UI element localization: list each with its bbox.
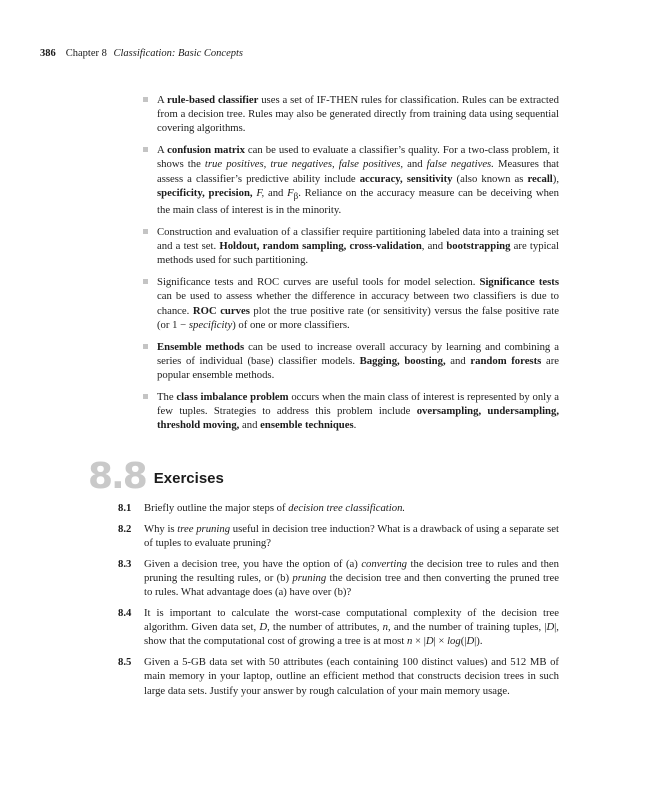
bullet-square-icon (143, 344, 148, 349)
chapter-title: Classification: Basic Concepts (113, 48, 243, 59)
text-run: oversampling, undersampling, threshold moving, (157, 404, 559, 432)
bullet-square-icon (143, 229, 148, 234)
text-run: Significance tests (479, 276, 560, 289)
text-run: D (466, 635, 475, 648)
text-run: ensemble techniques (260, 419, 354, 432)
text-run: Briefly outline the major steps of (144, 502, 289, 514)
text-run: Significance tests and ROC curves are useful tools for model selection. (157, 276, 480, 289)
exercise-item (118, 606, 559, 649)
section-number: 8.8 (88, 456, 146, 497)
text-run: n (406, 635, 413, 648)
text-run: . (353, 419, 357, 432)
text-run: can be used to evaluate a classifier’s quality. For a two-class problem, it shows the (157, 144, 559, 171)
summary-bullet-list (143, 93, 559, 440)
text-run: decision tree classification. (288, 502, 406, 514)
text-run: (| (460, 635, 467, 648)
text-run: The (157, 390, 177, 403)
summary-bullet (143, 275, 559, 332)
text-run: are popular ensemble methods. (157, 354, 559, 381)
text-run: It is important to calculate the worst-case computational complexity of the decision tree algorithm. Given data set, (144, 607, 559, 634)
text-run: uses a set of IF-THEN rules for classification. Rules can be extracted from a decision tree. Rules may also be generated directly from training data using sequential covering algorithms. (157, 94, 559, 135)
text-run: Construction and evaluation of a classifier require partitioning labeled data into a training set and a test set. (157, 225, 559, 253)
text-run: F, (256, 186, 265, 199)
text-run: Given a decision tree, you have the option of (a) (144, 557, 362, 570)
text-run: β (293, 190, 299, 201)
text-run: , and (421, 240, 447, 253)
exercise-number: 8.4 (118, 607, 132, 619)
text-run: Ensemble methods (157, 340, 245, 353)
page-number: 386 (40, 48, 56, 59)
text-run: converting (361, 557, 408, 570)
text-run: occurs when the main class of interest is represented by only a few tuples. Strategies to address this problem include (157, 390, 559, 417)
text-run: F (287, 186, 294, 199)
text-run: and (264, 186, 288, 199)
exercise-number: 8.3 (118, 557, 132, 570)
bullet-square-icon (143, 394, 148, 399)
text-run: and (239, 419, 261, 432)
summary-bullet (143, 390, 559, 433)
text-run: class imbalance problem (176, 390, 289, 403)
bullet-square-icon (143, 147, 148, 152)
chapter-label: Chapter 8 (65, 48, 107, 59)
text-run: and (403, 158, 427, 171)
exercise-item (118, 522, 559, 550)
text-run: n (382, 621, 388, 634)
text-run: random forests (470, 354, 542, 367)
exercise-number: 8.5 (118, 656, 132, 669)
text-run: the decision tree and then converting the pruned tree to rules. What advantage does (a) have over (b)? (144, 572, 559, 599)
summary-bullet (143, 93, 559, 136)
text-run: . Reliance on the accuracy measure can be deceiving when the main class of interest is in the minority. (157, 186, 560, 217)
text-run: D (425, 635, 434, 648)
text-run: ROC curves (192, 304, 250, 317)
text-run: Measures that assess a classifier’s predictive ability include (157, 158, 560, 185)
text-run: A (157, 144, 168, 157)
text-run: D (546, 621, 555, 634)
text-run: A (157, 94, 167, 106)
exercise-item (118, 655, 559, 698)
running-header (40, 48, 243, 59)
text-run: |). (474, 635, 483, 648)
text-run: specificity, precision, (157, 186, 253, 199)
text-run: the decision tree to rules and then pruning the resulting rules, or (b) (144, 557, 559, 584)
text-run: useful in decision tree induction? What is a drawback of using a separate set of tuples to evaluate pruning? (144, 522, 559, 549)
text-run: pruning (292, 572, 327, 584)
text-run: plot the true positive rate (or sensitivity) versus the false positive rate (or 1 − (157, 304, 559, 331)
text-run: Bagging, boosting, (359, 354, 446, 367)
exercise-number: 8.1 (118, 502, 132, 514)
section-heading (88, 457, 224, 497)
summary-bullet (143, 225, 559, 268)
text-run: false negatives. (426, 158, 494, 171)
text-run: ) of one or more classifiers. (232, 318, 350, 331)
text-run: can be used to increase overall accuracy by learning and combining a series of individual (base) classifier models. (157, 340, 559, 367)
text-run: accuracy, sensitivity (359, 172, 453, 185)
text-run: Why is (144, 522, 178, 535)
bullet-square-icon (143, 97, 148, 102)
exercise-list (118, 501, 559, 704)
text-run: , and the number of training tuples, | (387, 621, 547, 634)
text-run: (also known as (452, 172, 528, 185)
exercise-item (118, 557, 559, 600)
bullet-square-icon (143, 279, 148, 284)
text-run: log (447, 635, 461, 648)
summary-bullet (143, 143, 559, 217)
text-run: recall (527, 172, 553, 185)
text-run: true positives, true negatives, false positives, (204, 158, 404, 171)
text-run: specificity (188, 318, 233, 331)
summary-bullet (143, 340, 559, 383)
text-run: are typical methods used for such partitioning. (157, 240, 560, 267)
text-run: rule-based classifier (167, 94, 259, 106)
exercise-number: 8.2 (118, 522, 132, 535)
text-run: tree pruning (177, 522, 231, 535)
text-run: |, show that the computational cost of growing a tree is at most (144, 621, 559, 648)
text-run: ), (552, 172, 559, 185)
exercise-item (118, 501, 559, 515)
text-run: Given a 5-GB data set with 50 attributes (each containing 100 distinct values) and 512 MB of main memory in your laptop, outline an efficient method that constructs decision trees in such large data sets. Justify your answer by rough calculation of your main memory usage. (144, 656, 559, 697)
text-run: and (445, 354, 471, 367)
text-run: Holdout, random sampling, cross-validation (219, 240, 422, 253)
text-run: , the number of attributes, (267, 621, 383, 634)
text-run: D (259, 621, 268, 634)
section-title: Exercises (153, 469, 224, 487)
text-run: bootstrapping (446, 240, 511, 253)
text-run: can be used to assess whether the difference in accuracy between two classifiers is due to chance. (157, 290, 559, 317)
text-run: × | (412, 635, 426, 648)
text-run: | × (433, 635, 448, 648)
text-run: confusion matrix (167, 144, 245, 157)
